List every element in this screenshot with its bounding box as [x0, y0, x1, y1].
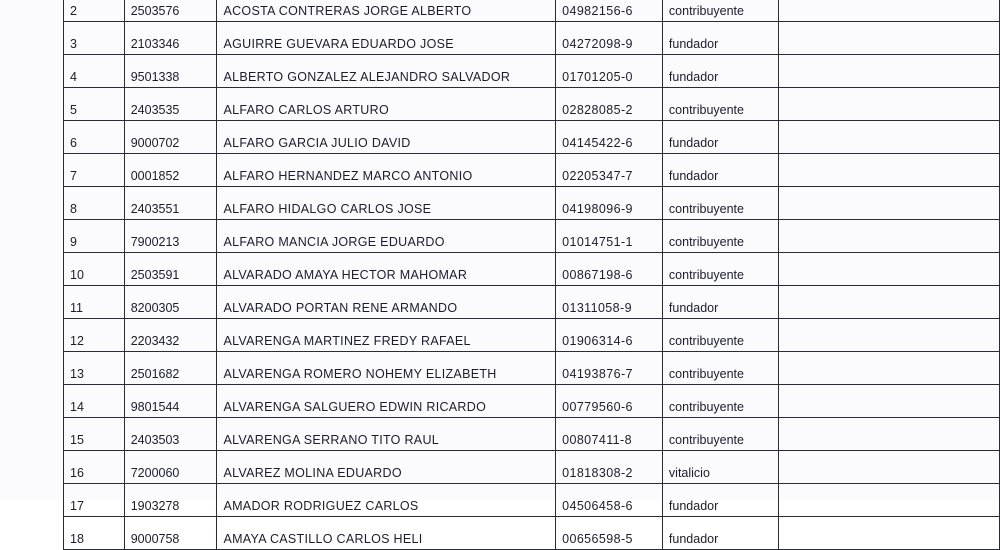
member-type-cell: contribuyente: [662, 88, 778, 121]
member-name-cell: ALFARO HIDALGO CARLOS JOSE: [217, 187, 556, 220]
document-id-cell: 00807411-8: [556, 418, 663, 451]
table-row: [64, 55, 1000, 88]
document-id-cell: 00779560-6: [556, 385, 663, 418]
blank-cell: [778, 55, 999, 88]
member-type-cell: contribuyente: [662, 220, 778, 253]
row-number-cell: 9: [64, 220, 125, 253]
blank-cell: [778, 0, 999, 22]
member-type-cell: contribuyente: [662, 418, 778, 451]
table-row: [64, 319, 1000, 352]
row-number-cell: 7: [64, 154, 125, 187]
member-type-cell: fundador: [662, 517, 778, 550]
document-id-cell: 04193876-7: [556, 352, 663, 385]
row-number-cell: 12: [64, 319, 125, 352]
document-id-cell: 01311058-9: [556, 286, 663, 319]
blank-cell: [778, 319, 999, 352]
row-number-cell: 11: [64, 286, 125, 319]
table-row: [64, 385, 1000, 418]
table-row: [64, 418, 1000, 451]
row-number-cell: 4: [64, 55, 125, 88]
table-row: [64, 286, 1000, 319]
member-name-cell: ALVARENGA SALGUERO EDWIN RICARDO: [217, 385, 556, 418]
row-number-cell: 13: [64, 352, 125, 385]
member-type-cell: fundador: [662, 286, 778, 319]
table-row: [64, 187, 1000, 220]
document-id-cell: 02205347-7: [556, 154, 663, 187]
member-code-cell: 9000758: [124, 517, 217, 550]
blank-cell: [778, 187, 999, 220]
member-name-cell: ALVARENGA MARTINEZ FREDY RAFAEL: [217, 319, 556, 352]
document-id-cell: 01818308-2: [556, 451, 663, 484]
member-name-cell: ALBERTO GONZALEZ ALEJANDRO SALVADOR: [217, 55, 556, 88]
table-row: [64, 121, 1000, 154]
row-number-cell: 10: [64, 253, 125, 286]
document-id-cell: 02828085-2: [556, 88, 663, 121]
member-code-cell: 9801544: [124, 385, 217, 418]
member-code-cell: 2501682: [124, 352, 217, 385]
document-id-cell: 01906314-6: [556, 319, 663, 352]
member-type-cell: fundador: [662, 484, 778, 517]
member-name-cell: ALFARO CARLOS ARTURO: [217, 88, 556, 121]
table-row: [64, 352, 1000, 385]
document-id-cell: 04198096-9: [556, 187, 663, 220]
blank-cell: [778, 121, 999, 154]
table-row: [64, 0, 1000, 22]
row-number-cell: 2: [64, 0, 125, 22]
member-type-cell: contribuyente: [662, 253, 778, 286]
table-row: [64, 484, 1000, 517]
document-id-cell: 01014751-1: [556, 220, 663, 253]
blank-cell: [778, 352, 999, 385]
row-number-cell: 16: [64, 451, 125, 484]
member-type-cell: fundador: [662, 154, 778, 187]
table-row: [64, 517, 1000, 550]
member-code-cell: 7200060: [124, 451, 217, 484]
table-row: [64, 220, 1000, 253]
member-name-cell: ALFARO GARCIA JULIO DAVID: [217, 121, 556, 154]
row-number-cell: 17: [64, 484, 125, 517]
row-number-cell: 8: [64, 187, 125, 220]
member-name-cell: ALFARO HERNANDEZ MARCO ANTONIO: [217, 154, 556, 187]
blank-cell: [778, 484, 999, 517]
member-code-cell: 2203432: [124, 319, 217, 352]
blank-cell: [778, 517, 999, 550]
blank-cell: [778, 418, 999, 451]
member-name-cell: AMADOR RODRIGUEZ CARLOS: [217, 484, 556, 517]
member-code-cell: 2403503: [124, 418, 217, 451]
document-id-cell: 04145422-6: [556, 121, 663, 154]
row-number-cell: 6: [64, 121, 125, 154]
member-name-cell: ALVARADO PORTAN RENE ARMANDO: [217, 286, 556, 319]
document-id-cell: 00656598-5: [556, 517, 663, 550]
member-type-cell: fundador: [662, 22, 778, 55]
blank-cell: [778, 22, 999, 55]
member-code-cell: 8200305: [124, 286, 217, 319]
member-type-cell: contribuyente: [662, 187, 778, 220]
member-code-cell: 2403551: [124, 187, 217, 220]
document-id-cell: 04272098-9: [556, 22, 663, 55]
member-code-cell: 1903278: [124, 484, 217, 517]
member-name-cell: ACOSTA CONTRERAS JORGE ALBERTO: [217, 0, 556, 22]
blank-cell: [778, 220, 999, 253]
member-type-cell: vitalicio: [662, 451, 778, 484]
member-name-cell: ALVARENGA ROMERO NOHEMY ELIZABETH: [217, 352, 556, 385]
member-name-cell: AGUIRRE GUEVARA EDUARDO JOSE: [217, 22, 556, 55]
member-code-cell: 2403535: [124, 88, 217, 121]
table-row: [64, 88, 1000, 121]
member-type-cell: fundador: [662, 55, 778, 88]
member-code-cell: 2503591: [124, 253, 217, 286]
member-name-cell: ALFARO MANCIA JORGE EDUARDO: [217, 220, 556, 253]
blank-cell: [778, 385, 999, 418]
blank-cell: [778, 286, 999, 319]
member-name-cell: ALVARENGA SERRANO TITO RAUL: [217, 418, 556, 451]
blank-cell: [778, 253, 999, 286]
document-id-cell: 01701205-0: [556, 55, 663, 88]
member-name-cell: ALVAREZ MOLINA EDUARDO: [217, 451, 556, 484]
blank-cell: [778, 451, 999, 484]
member-type-cell: contribuyente: [662, 0, 778, 22]
table-row: [64, 451, 1000, 484]
blank-cell: [778, 88, 999, 121]
roster-body: [64, 0, 1000, 550]
member-name-cell: AMAYA CASTILLO CARLOS HELI: [217, 517, 556, 550]
member-code-cell: 0001852: [124, 154, 217, 187]
row-number-cell: 3: [64, 22, 125, 55]
member-name-cell: ALVARADO AMAYA HECTOR MAHOMAR: [217, 253, 556, 286]
document-id-cell: 00867198-6: [556, 253, 663, 286]
document-id-cell: 04506458-6: [556, 484, 663, 517]
table-row: [64, 253, 1000, 286]
table-row: [64, 22, 1000, 55]
member-code-cell: 7900213: [124, 220, 217, 253]
member-code-cell: 9501338: [124, 55, 217, 88]
member-code-cell: 9000702: [124, 121, 217, 154]
row-number-cell: 15: [64, 418, 125, 451]
document-id-cell: 04982156-6: [556, 0, 663, 22]
member-code-cell: 2103346: [124, 22, 217, 55]
member-type-cell: contribuyente: [662, 385, 778, 418]
member-code-cell: 2503576: [124, 0, 217, 22]
row-number-cell: 18: [64, 517, 125, 550]
member-type-cell: fundador: [662, 121, 778, 154]
member-roster-table: [63, 0, 1000, 550]
row-number-cell: 5: [64, 88, 125, 121]
member-type-cell: contribuyente: [662, 319, 778, 352]
row-number-cell: 14: [64, 385, 125, 418]
table-row: [64, 154, 1000, 187]
member-type-cell: contribuyente: [662, 352, 778, 385]
blank-cell: [778, 154, 999, 187]
